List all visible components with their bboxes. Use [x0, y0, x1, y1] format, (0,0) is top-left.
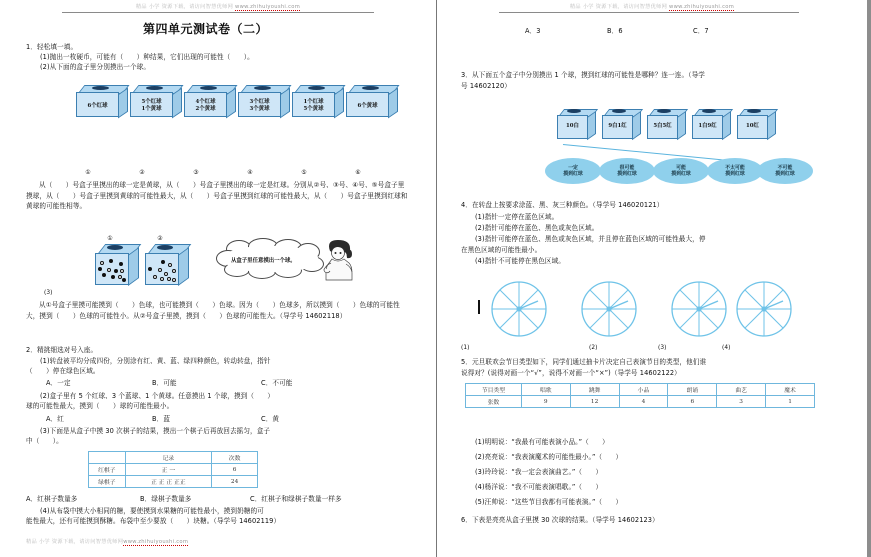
box-label: 5白5红	[653, 123, 672, 129]
q1-box-3	[182, 85, 242, 117]
page-running-footer	[26, 538, 436, 545]
q3-heading: 3．从下面五个盒子中分别摸出 1 个球，摸到红球的可能性是哪种？连一连。（导学	[461, 71, 705, 79]
box-slot	[657, 109, 671, 113]
q5-statement-2: (2)亮亮说：“我表演魔术的可能性最小。”（ ）	[475, 453, 623, 461]
header-blank	[89, 452, 126, 464]
ball-black	[98, 267, 102, 271]
value-singing: 9	[521, 396, 570, 408]
ball-white	[164, 272, 168, 276]
box-side-face	[178, 247, 189, 286]
box-slot	[146, 86, 163, 90]
box-label-line2: 2个黄球	[195, 106, 216, 112]
q3-box-3	[645, 109, 691, 141]
box-index-5: ⑤	[301, 169, 307, 176]
box-slot	[200, 86, 217, 90]
row-count-red: 6	[212, 464, 258, 476]
oval-line1: 不可能	[777, 164, 793, 171]
running-footer-url: www.zhihuiyoushi.com	[123, 539, 189, 545]
header-count: 次数	[212, 452, 258, 464]
q1-ball-box-1	[93, 244, 143, 286]
header-dancing: 跳舞	[570, 384, 619, 396]
q4-label-1: (1)	[461, 345, 470, 351]
box-slot	[157, 245, 173, 250]
q1-line1: (1)抛出一枚硬币，可能有（ ）种结果，它们出现的可能性（ ）。	[40, 53, 254, 61]
header-magic: 魔术	[766, 384, 815, 396]
q2-s4b: 能性最大，还有可能摸到酥糖。布袋中至少要放（ ）块糖。（导学号 14602119）	[26, 517, 281, 525]
oval-line1: 可能	[676, 164, 686, 171]
right-page	[436, 0, 867, 557]
box-index-2: ②	[139, 169, 145, 176]
q2-s2-option-b: B．蓝	[152, 415, 171, 423]
ball-white	[168, 263, 172, 267]
header-recitation: 朗诵	[668, 384, 717, 396]
box-label-line1: 3个红球	[249, 99, 270, 105]
q1-box-2	[128, 85, 188, 117]
q2-s2: (2)盒子里有 5 个红球、3 个蓝球、1 个黄球。任意摸出 1 个球，摸到（ ）	[40, 392, 275, 400]
q2-s1-option-c: C．不可能	[261, 379, 293, 387]
q2-s3b: 中（ ）。	[26, 437, 63, 445]
q2-cont-option-b: B．6	[607, 27, 623, 35]
oval-line2: 摸到红球	[617, 171, 637, 177]
box-index-3: ③	[193, 169, 199, 176]
box-slot	[254, 86, 271, 90]
box-label: 10红	[746, 123, 759, 129]
row-record-green: 正 正 正 正正	[125, 476, 212, 488]
box-slot	[567, 109, 581, 113]
answer-mark	[478, 300, 480, 314]
q4-item-4: (4)指针不可能停在黑色区域。	[475, 257, 565, 265]
box-index-6: ⑥	[355, 169, 361, 176]
ball-black	[122, 278, 126, 282]
q2-s1-option-b: B．可能	[152, 379, 177, 387]
q1-heading: 1．轻松填一填。	[26, 43, 78, 51]
oval-line1: 一定	[568, 164, 578, 171]
q2-s1: (1)转盘被平均分成四份，分别涂有红、黄、蓝、绿四种颜色，转动转盘，指针	[40, 357, 271, 365]
ball-white	[172, 269, 176, 273]
q2-s3-option-c: C．红棋子和绿棋子数量一样多	[250, 495, 342, 503]
q1-ball-box-2	[143, 244, 193, 286]
q3-oval-4[interactable]	[707, 158, 763, 184]
q2-tally-table	[88, 451, 258, 488]
q2-s1b: （ ）停在绿色区域。	[26, 367, 100, 375]
ball-black	[114, 269, 118, 273]
q2-heading: 2．精挑细选对号入座。	[26, 346, 98, 354]
box-slot	[612, 109, 626, 113]
running-header-text: 精品 小学 资源下载，请访问智慧优师网	[135, 4, 236, 10]
box-side-face	[388, 88, 398, 119]
bubble-text: 从盒子里任意摸出一个球。	[231, 258, 296, 264]
ball-black	[109, 259, 113, 263]
box-slot	[362, 86, 379, 90]
box-side-face	[172, 88, 182, 119]
page-running-header	[0, 3, 436, 10]
q6-heading: 6．下表是亮亮从盒子里摸 30 次球的结果。（导学号 14602123）	[461, 516, 659, 524]
q1-paragraph: 从（ ）号盒子里摸出的球一定是黄球，从（ ）号盒子里摸出的球一定是红球。分别从②号、③号、④号、⑤号盒子里摸球，从（ ）号盒子里摸到黄球的可能性最大，从（ ）号盒子里摸到红球的可能性最大，从（ ）号盒子里摸到红球和黄球的可能性相等。	[26, 181, 408, 211]
box-label: 9白1红	[608, 123, 627, 129]
box-slot	[308, 86, 325, 90]
oval-line2: 摸到红球	[671, 171, 691, 177]
box-side-face	[677, 111, 686, 140]
q1-line2: (2)从下面的盒子里分别摸出一个球。	[40, 63, 151, 71]
value-skit: 4	[619, 396, 668, 408]
box-side-face	[280, 88, 290, 119]
q4-item-2: (2)指针可能停在蓝色、黑色或灰色区域。	[475, 224, 599, 232]
oval-line1: 不太可能	[725, 164, 745, 171]
running-footer-text: 精品 小学 资源下载，请访问智慧优师网	[26, 539, 124, 545]
q4-spinner-4[interactable]	[735, 280, 793, 338]
q1-box-1	[74, 85, 134, 117]
q4-spinner-1[interactable]	[490, 280, 548, 338]
q4-item-3b: 在黑色区域的可能性最小。	[461, 246, 542, 254]
q3-oval-2[interactable]	[599, 158, 655, 184]
ball-white	[158, 268, 162, 272]
q5-heading2: 说得对？(说得对画一个“√”，说得不对画一个“×”)（导学号 14602122）	[461, 369, 681, 377]
oval-line1: 很可能	[619, 164, 635, 171]
ballbox-index-1: ①	[107, 235, 113, 242]
header-skit: 小品	[619, 384, 668, 396]
q2-s3: (3)下面是从盒子中摸 30 次棋子的结果，摸出一个棋子后再放回去摇匀，盒子	[40, 427, 271, 435]
q3-oval-3[interactable]	[653, 158, 709, 184]
box-slot	[92, 86, 109, 90]
ball-white	[107, 268, 111, 272]
header-singing: 唱歌	[521, 384, 570, 396]
q2-s2-option-a: A．红	[46, 415, 64, 423]
value-magic: 1	[766, 396, 815, 408]
header-program-type: 节目类型	[466, 384, 522, 396]
page-title: 第四单元测试卷（二）	[143, 22, 269, 36]
page-running-header	[437, 3, 867, 10]
running-header-text: 精品 小学 资源下载，请访问智慧优师网	[569, 4, 670, 10]
box-index-1: ①	[85, 169, 91, 176]
row-record-red: 正 一	[125, 464, 212, 476]
q2-s4: (4)从布袋中摸大小相同的糖，要使摸到水果糖的可能性最小，摸到奶糖的可	[40, 507, 264, 515]
table-row	[466, 396, 815, 408]
box-side-face	[632, 111, 641, 140]
table-header-row	[466, 384, 815, 396]
girl-illustration	[322, 238, 356, 282]
running-header-url: www.zhihuiyoushi.com	[235, 4, 301, 10]
box-label-line1: 1个红球	[303, 99, 324, 105]
q3-box-5	[735, 109, 781, 141]
ball-black	[102, 273, 106, 277]
q3-oval-1[interactable]	[545, 158, 601, 184]
box-side-face	[587, 111, 596, 140]
q5-statement-3: (3)玲玲说：“我一定会表演曲艺。”（ ）	[475, 468, 603, 476]
q4-label-4: (4)	[722, 345, 731, 351]
q1-box-4	[236, 85, 296, 117]
row-label-red: 红棋子	[89, 464, 126, 476]
q1-box-6	[344, 85, 404, 117]
q1-sub3-label: (3)	[44, 290, 53, 296]
row-label-count: 张数	[466, 396, 522, 408]
ball-white	[172, 278, 176, 282]
box-index-4: ④	[247, 169, 253, 176]
q4-label-2: (2)	[589, 345, 598, 351]
box-slot	[107, 245, 123, 250]
ball-black	[119, 262, 123, 266]
box-label-line2: 5个黄球	[303, 106, 324, 112]
box-side-face	[226, 88, 236, 119]
table-row	[89, 464, 258, 476]
ball-black	[111, 275, 115, 279]
table-row	[89, 476, 258, 488]
ball-white	[160, 277, 164, 281]
q2-s3-option-b: B．绿棋子数量多	[140, 495, 192, 503]
q4-label-3: (3)	[658, 345, 667, 351]
box-side-face	[128, 247, 139, 286]
q2-s3-option-a: A．红棋子数量多	[26, 495, 78, 503]
q5-program-table	[465, 383, 815, 408]
q5-heading: 5．元旦联欢会节目类型如下，同学们通过抽卡片决定自己表演节目的类型，他们谁	[461, 358, 707, 366]
q2-cont-option-c: C．7	[693, 27, 709, 35]
box-side-face	[334, 88, 344, 119]
ball-black	[148, 267, 152, 271]
row-count-green: 24	[212, 476, 258, 488]
q2-s1-option-a: A．一定	[46, 379, 71, 387]
oval-line2: 摸到红球	[725, 171, 745, 177]
row-label-green: 绿棋子	[89, 476, 126, 488]
box-slot	[747, 109, 761, 113]
q4-spinner-2[interactable]	[580, 280, 638, 338]
q5-statement-5: (5)汪帅说：“这些节目我都有可能表演。”（ ）	[475, 498, 623, 506]
ball-white	[167, 277, 171, 281]
book-gutter	[436, 0, 437, 557]
box-label-line2: 3个黄球	[249, 106, 270, 112]
q2-s2-option-c: C．黄	[261, 415, 280, 423]
q4-heading: 4．在转盘上按要求涂蓝、黑、灰三种颜色。（导学号 146020121）	[461, 201, 664, 209]
oval-line2: 摸到红球	[563, 171, 583, 177]
ballbox-index-2: ②	[157, 235, 163, 242]
oval-line2: 摸到红球	[775, 171, 795, 177]
box-side-face	[767, 111, 776, 140]
value-dancing: 12	[570, 396, 619, 408]
q3-box-2	[600, 109, 646, 141]
running-header-url: www.zhihuiyoushi.com	[669, 4, 735, 10]
q3-oval-5[interactable]	[757, 158, 813, 184]
header-rule	[62, 12, 374, 13]
ball-black	[161, 260, 165, 264]
q2-s2b: 球的可能性最大，摸到（ ）球的可能性最小。	[26, 402, 174, 410]
box-label: 10白	[566, 123, 579, 129]
header-quyi: 曲艺	[717, 384, 766, 396]
ball-white	[153, 275, 157, 279]
box-label-line1: 4个红球	[195, 99, 216, 105]
box-label: 6个红球	[87, 103, 108, 109]
value-quyi: 3	[717, 396, 766, 408]
q5-statement-1: (1)明明说：“我最有可能表演小品。”（ ）	[475, 438, 609, 446]
ball-white	[120, 269, 124, 273]
ball-white	[100, 261, 104, 265]
table-header-row	[89, 452, 258, 464]
q4-spinner-3[interactable]	[670, 280, 728, 338]
q1-paragraph3: 从①号盒子里摸可能摸到（ ）色球，也可能摸到（ ）色球。因为（ ）色球多，所以摸到（ ）色球的可能性大，摸到（ ）色球的可能性小。从②号盒子里摸，摸到（ ）色球的可能性大。（导学号 14602118）	[26, 301, 400, 320]
box-side-face	[722, 111, 731, 140]
q5-statement-4: (4)杨洋说：“我不可能表演唱歌。”（ ）	[475, 483, 603, 491]
box-label-line1: 5个红球	[141, 99, 162, 105]
box-label: 1白9红	[698, 123, 717, 129]
q3-box-1	[555, 109, 601, 141]
header-record: 记录	[125, 452, 212, 464]
q4-item-1: (1)指针一定停在蓝色区域。	[475, 213, 559, 221]
box-label: 6个黄球	[357, 103, 378, 109]
value-recitation: 6	[668, 396, 717, 408]
q2-cont-option-a: A．3	[525, 27, 541, 35]
box-slot	[702, 109, 716, 113]
header-rule	[499, 12, 799, 13]
q3-heading2: 号 14602120）	[461, 82, 511, 90]
box-label-line2: 1个黄球	[141, 106, 162, 112]
q3-box-4	[690, 109, 736, 141]
q4-item-3: (3)指针可能停在蓝色、黑色或灰色区域，并且停在蓝色区域的可能性最大，停	[475, 235, 706, 243]
q1-box-5	[290, 85, 350, 117]
box-side-face	[118, 88, 128, 119]
